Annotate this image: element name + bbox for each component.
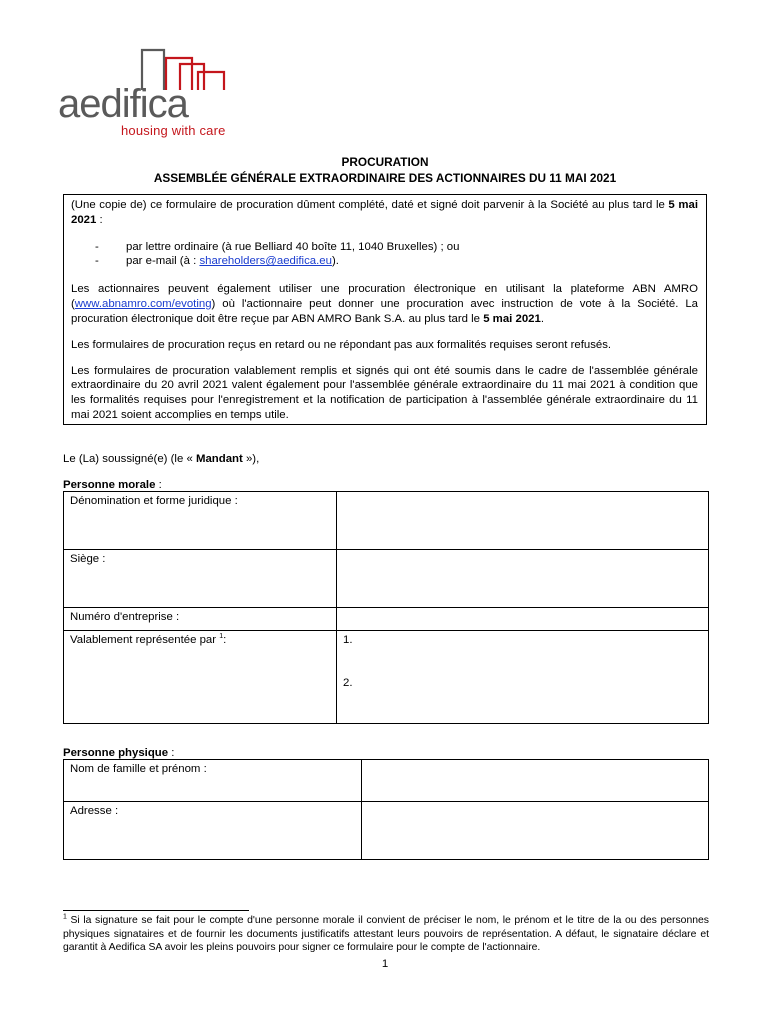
list-item: - par e-mail (à : shareholders@aedifica.eu).: [95, 255, 339, 268]
nom-label: Nom de famille et prénom :: [64, 760, 362, 802]
represente-label: Valablement représentée par $^1$:: [64, 631, 337, 724]
title-line-2: ASSEMBLÉE GÉNÉRALE EXTRAORDINAIRE DES ACTIONNAIRES DU 11 MAI 2021: [153, 170, 617, 185]
natural-person-table: [63, 759, 709, 860]
document-title: [0, 155, 770, 187]
page-number: 1: [381, 958, 389, 970]
natural-person-heading: Personne physique :: [63, 747, 175, 759]
siege-field[interactable]: [337, 550, 709, 608]
legal-entity-heading: Personne morale :: [63, 479, 162, 491]
notice-box: [63, 194, 707, 425]
table-row: [64, 802, 709, 860]
notice-validity-paragraph: Les formulaires de procuration valablement remplis et signés qui ont été soumis dans le cadre de l'assemblée générale extraordinaire du 20 avril 2021 valent également pour l'assemblée générale extraordinaire du 11 mai 2021 à condition que les formalités requises pour l'enregistrement et la notification de participation à l'assemblée générale extraordinaire du 11 mai 2021 soient accomplies en temps utile.: [71, 364, 698, 422]
notice-intro: (Une copie de) ce formulaire de procuration dûment complété, daté et signé doit parvenir à la Société au plus tard le 5 mai 2021 :: [71, 199, 698, 226]
evoting-link[interactable]: www.abnamro.com/evoting: [74, 298, 212, 311]
logo-tagline: housing with care: [121, 123, 226, 138]
table-row: [64, 631, 709, 724]
aedifica-logo: [58, 46, 248, 141]
delivery-methods-list: [95, 240, 698, 270]
table-row: [64, 608, 709, 631]
denomination-field[interactable]: [337, 492, 709, 550]
representative-1: 1.: [343, 634, 353, 646]
notice-late-paragraph: Les formulaires de procuration reçus en retard ou ne répondant pas aux formalités requises seront refusés.: [71, 338, 612, 351]
title-line-1: PROCURATION: [341, 155, 429, 169]
numero-label: Numéro d'entreprise :: [64, 608, 337, 631]
represente-field[interactable]: [337, 631, 709, 724]
nom-field[interactable]: [362, 760, 709, 802]
email-link[interactable]: shareholders@aedifica.eu: [199, 255, 332, 268]
list-item: - par lettre ordinaire (à rue Belliard 40 boîte 11, 1040 Bruxelles) ; ou: [95, 240, 460, 253]
footnote: $^1$ Si la signature se fait pour le compte d'une personne morale il convient de préciser le nom, le prénom et le titre de la ou des personnes physiques signataires et de fournir les documents justificatifs attestant leurs pouvoirs de représentation. A défaut, le signataire déclare et garantit à Aedifica SA avoir les pleins pouvoirs pour signer ce formulaire pour le compte de l'actionnaire.: [63, 913, 709, 954]
table-row: [64, 550, 709, 608]
denomination-label: Dénomination et forme juridique :: [64, 492, 337, 550]
logo-wordmark: aedifica: [58, 82, 188, 126]
adresse-label: Adresse :: [64, 802, 362, 860]
notice-evoting-paragraph: Les actionnaires peuvent également utiliser une procuration électronique en utilisant la plateforme ABN AMRO (www.abnamro.com/evoting) où l'actionnaire peut donner une procuration avec instruction de vote à la Société. La procuration électronique doit être reçue par ABN AMRO Bank S.A. au plus tard le 5 mai 2021.: [71, 283, 698, 325]
table-row: [64, 492, 709, 550]
numero-field[interactable]: [337, 608, 709, 631]
footnote-divider: [63, 910, 249, 911]
undersigned-line: Le (La) soussigné(e) (le « Mandant »),: [63, 453, 260, 465]
legal-entity-table: [63, 491, 709, 724]
adresse-field[interactable]: [362, 802, 709, 860]
siege-label: Siège :: [64, 550, 337, 608]
representative-2: 2.: [343, 677, 353, 689]
table-row: [64, 760, 709, 802]
